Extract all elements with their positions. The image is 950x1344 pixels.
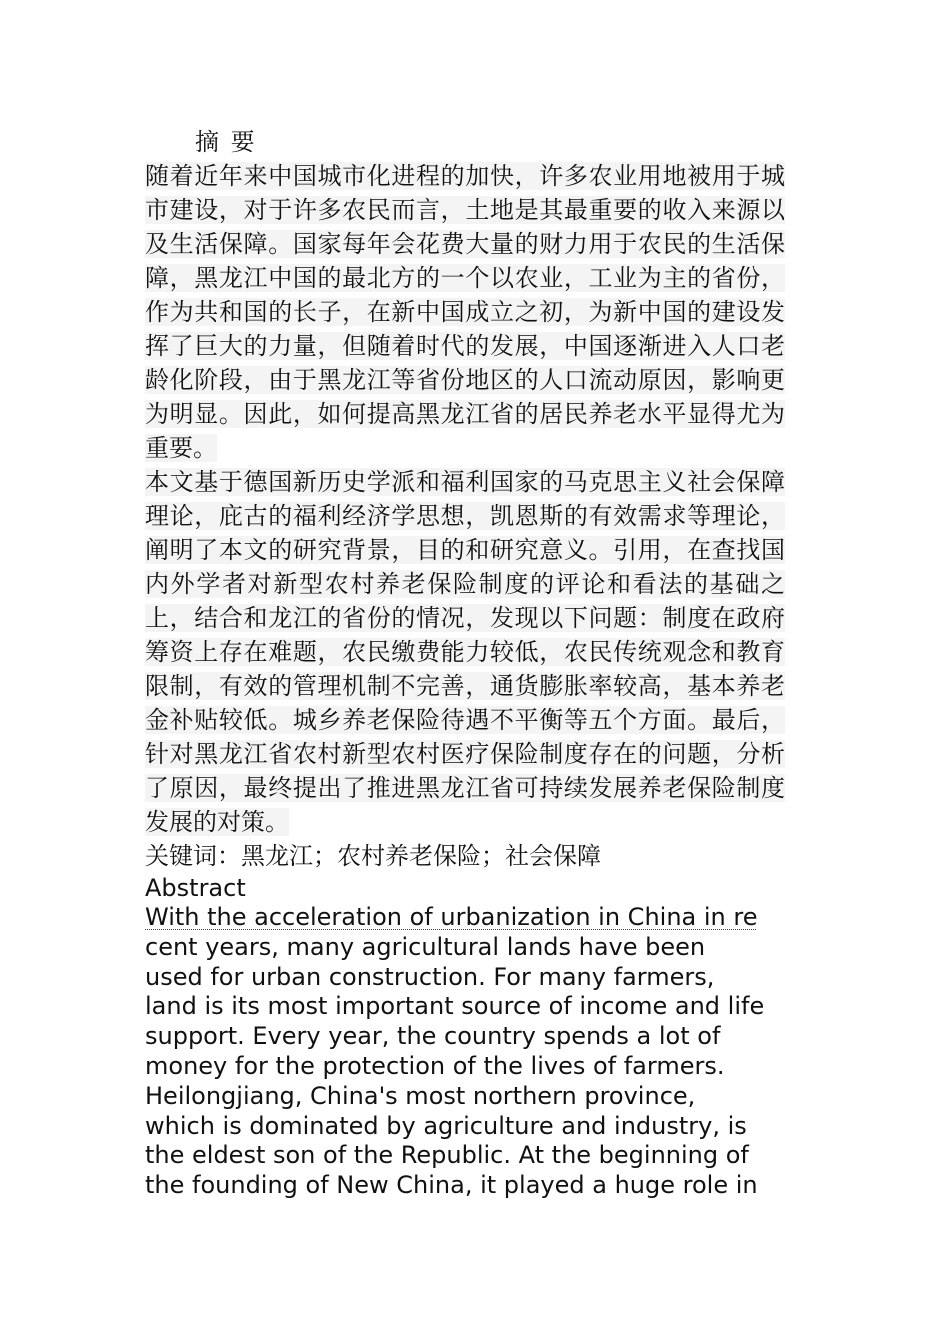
abstract-en-first-line: With the acceleration of urbanization in China in re bbox=[145, 903, 758, 931]
abstract-heading-en: Abstract bbox=[145, 874, 246, 902]
keywords-line: 关键词：黑龙江；农村养老保险；社会保障 bbox=[145, 842, 601, 870]
abstract-paragraph-2-text: 本文基于德国新历史学派和福利国家的马克思主义社会保障理论，庇古的福利经济学思想，凯恩斯的有效需求等理论，阐明了本文的研究背景，目的和研究意义。引用，在查找国内外学者对新型农村养老保险制度的评论和看法的基础之上，结合和龙江的省份的情况，发现以下问题：制度在政府筹资上存在难题，农民缴费能力较低，农民传统观念和教育限制，有效的管理机制不完善，通货膨胀率较高，基本养老金补贴较低。城乡养老保险待遇不平衡等五个方面。最后，针对黑龙江省农村新型农村医疗保险制度存在的问题，分析了原因，最终提出了推进黑龙江省可持续发展养老保险制度发展的对策。 bbox=[145, 468, 785, 836]
abstract-paragraph-1-text: 随着近年来中国城市化进程的加快，许多农业用地被用于城市建设，对于许多农民而言，土地是其最重要的收入来源以及生活保障。国家每年会花费大量的财力用于农民的生活保障，黑龙江中国的最北方的一个以农业，工业为主的省份，作为共和国的长子，在新中国成立之初，为新中国的建设发挥了巨大的力量，但随着时代的发展，中国逐渐进入人口老龄化阶段，由于黑龙江等省份地区的人口流动原因，影响更为明显。因此，如何提高黑龙江省的居民养老水平显得尤为重要。 bbox=[145, 162, 785, 462]
abstract-paragraph-2 bbox=[145, 465, 785, 839]
abstract-paragraph-en bbox=[145, 903, 805, 1201]
abstract-en-body: cent years, many agricultural lands have been used for urban construction. For many farmers, land is its most important source of income and life support. Every year, the country spends a lot of money for the protection of the lives of farmers. Heilongjiang, China's most northern province, which is dominated by agriculture and industry, is the eldest son of the Republic. At the beginning of the founding of New China, it played a huge role in bbox=[145, 932, 765, 1200]
document-page bbox=[145, 125, 805, 1201]
abstract-heading-cn: 摘 要 bbox=[195, 128, 257, 156]
abstract-paragraph-1 bbox=[145, 159, 785, 465]
